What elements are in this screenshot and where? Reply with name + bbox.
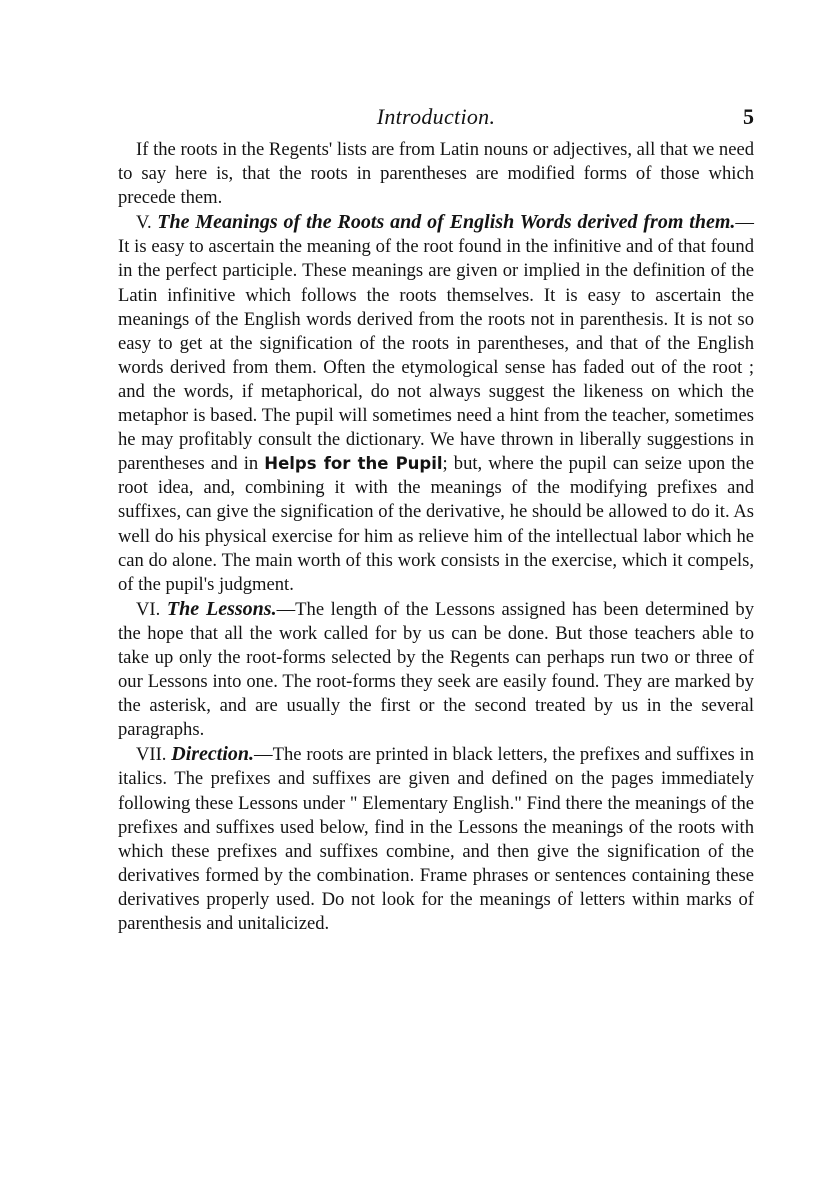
page-content [118,100,754,936]
section-text: —The roots are printed in black letters, the prefixes and suffixes in italics. The prefixes and suffixes are given and defined on the pages immediately following these Lessons under " Elementary English." Find there the meanings of the prefixes and suffixes used below, find in the Lessons the meanings of the roots with which these prefixes and suffixes combine, and then give the signification of the derivatives formed by the combination. Frame phrases or sentences containing these derivatives properly used. Do not look for the meanings of letters within marks of parenthesis and unitalicized. [118,744,755,934]
section-v [118,210,754,597]
body-text [118,138,754,936]
section-title: The Meanings of the Roots and of English Words derived from them. [157,211,736,234]
section-numeral: VII. [136,744,167,766]
section-title: Direction. [171,743,255,766]
section-numeral: V. [136,212,152,234]
paragraph-intro [118,138,754,210]
section-vii [118,742,754,936]
section-text-continued: ; but, where the pupil can seize upon the root idea, and, combining it with the meanings of the modifying prefixes and suffixes, can give the signification of the derivative, he should be allowed to do it. As well do his physical exercise for him as relieve him of the intellectual labor which he can do alone. The main worth of this work consists in the exercise, which it compels, of the pupil's judgment. [118,453,754,595]
paragraph-text: If the roots in the Regents' lists are from Latin nouns or adjectives, all that we need to say here is, that the roots in parentheses are modified forms of those which precede them. [118,139,754,209]
section-text: —It is easy to ascertain the meaning of the root found in the infinitive and of that found in the perfect participle. These meanings are given or implied in the definition of the Latin infinitive which follows the roots themselves. It is easy to ascertain the meanings of the English words derived from the roots not in parenthesis. It is not so easy to get at the signification of the roots in parentheses, and that of the English words derived from them. Often the etymological sense has faded out of the root ; and the words, if metaphorical, do not always suggest the likeness on which the metaphor is based. The pupil will sometimes need a hint from the teacher, sometimes he may profitably consult the dictionary. We have thrown in liberally suggestions in parentheses and in [118,212,754,475]
page-number: 5 [743,104,754,129]
running-title: Introduction. [376,104,496,129]
section-text: —The length of the Lessons assigned has been determined by the hope that all the work called for by us can be done. But those teachers able to take up only the root-forms selected by the Regents can perhaps run two or three of our Lessons into one. The root-forms they seek are easily found. They are marked by the asterisk, and are usually the first or the second treated by us in the several paragraphs. [118,598,754,741]
section-title: The Lessons. [166,597,277,620]
helps-for-pupil-reference: Helps for the Pupil [264,454,443,474]
section-vi [118,597,754,743]
section-numeral: VI. [136,598,161,620]
running-header [118,100,754,138]
